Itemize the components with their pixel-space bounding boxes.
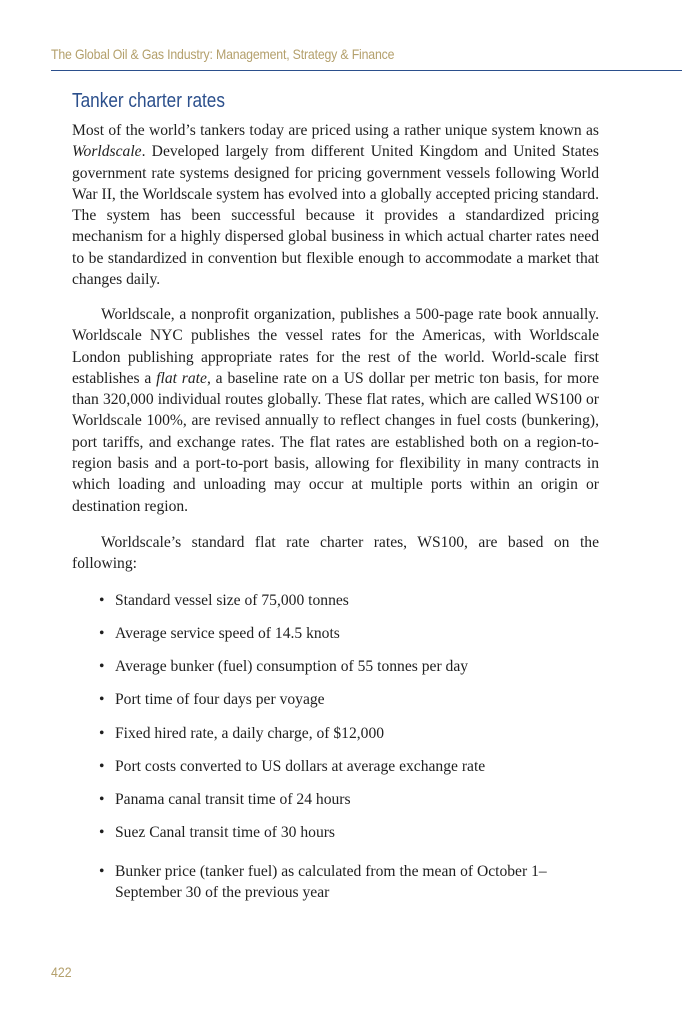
- paragraph-3: Worldscale’s standard flat rate charter rates, WS100, are based on the following:: [72, 534, 599, 573]
- bullet-text: Port time of four days per voyage: [115, 691, 325, 708]
- bullet-item: [99, 590, 599, 611]
- bullet-icon: •: [99, 758, 105, 775]
- bullet-icon: •: [99, 824, 105, 841]
- bullet-text: Suez Canal transit time of 30 hours: [115, 824, 336, 841]
- paragraph-2: [72, 304, 599, 517]
- bullet-item: [99, 861, 599, 904]
- bullet-text: Port costs converted to US dollars at average exchange rate: [115, 758, 486, 775]
- bullet-text: Fixed hired rate, a daily charge, of $12,000: [115, 725, 385, 742]
- bullet-icon: •: [99, 658, 105, 675]
- bullet-icon: •: [99, 592, 105, 609]
- bullet-icon: •: [99, 691, 105, 708]
- paragraph-1-text-a: Most of the world’s tankers today are priced using a rather unique system known as: [72, 122, 599, 139]
- paragraph-2-text-a: Worldscale, a nonprofit organization, publishes a 500-page rate book annually. Worldscale NYC publishes the vessel rates for the Americas, with Worldscale London publishing appropriate rates for the rest of the world. World-scale first establishes a: [72, 306, 599, 387]
- bullet-text: Panama canal transit time of 24 hours: [115, 791, 351, 808]
- bullet-text: Average service speed of 14.5 knots: [115, 625, 340, 642]
- bullet-text: Bunker price (tanker fuel) as calculated from the mean of October 1–September 30 of the previous year: [115, 863, 547, 902]
- paragraph-1-text-b: . Developed largely from different United Kingdom and United States government rate systems designed for pricing government vessels following World War II, the Worldscale system has evolved into a globally accepted pricing standard. The system has been successful because it provides a standardized pricing mechanism for a highly dispersed global business in which actual charter rates need to be standardized in convention but flexible enough to accommodate a market that changes daily.: [72, 143, 599, 289]
- bullet-item: [99, 689, 599, 710]
- bullet-icon: •: [99, 863, 105, 880]
- paragraph-1-italic-term: Worldscale: [72, 143, 142, 161]
- bullet-item: [99, 623, 599, 644]
- section-title: Tanker charter rates: [72, 90, 225, 112]
- bullet-text: Average bunker (fuel) consumption of 55 tonnes per day: [115, 658, 469, 675]
- bullet-item: [99, 656, 599, 677]
- bullet-item: [99, 822, 599, 843]
- header-rule: [51, 70, 682, 71]
- page-number: 422: [51, 964, 72, 980]
- bullet-icon: •: [99, 791, 105, 808]
- paragraph-2-italic-term: flat rate: [156, 369, 207, 387]
- bullet-text: Standard vessel size of 75,000 tonnes: [115, 592, 349, 609]
- bullet-item: [99, 723, 599, 744]
- bullet-item: [99, 789, 599, 810]
- bullet-icon: •: [99, 625, 105, 642]
- bullet-icon: •: [99, 725, 105, 742]
- paragraph-2-text-b: , a baseline rate on a US dollar per metric ton basis, for more than 320,000 individual routes globally. These flat rates, which are called WS100 or Worldscale 100%, are revised annually to reflect changes in fuel costs (bunkering), port tariffs, and exchange rates. The flat rates are established both on a region-to-region basis and a port-to-port basis, allowing for flexibility in many contracts in which loading and unloading may occur at multiple ports within an origin or destination region.: [72, 369, 599, 515]
- paragraph-1: [72, 120, 599, 290]
- bullet-item: [99, 756, 599, 777]
- running-header: The Global Oil & Gas Industry: Management, Strategy & Finance: [51, 46, 395, 62]
